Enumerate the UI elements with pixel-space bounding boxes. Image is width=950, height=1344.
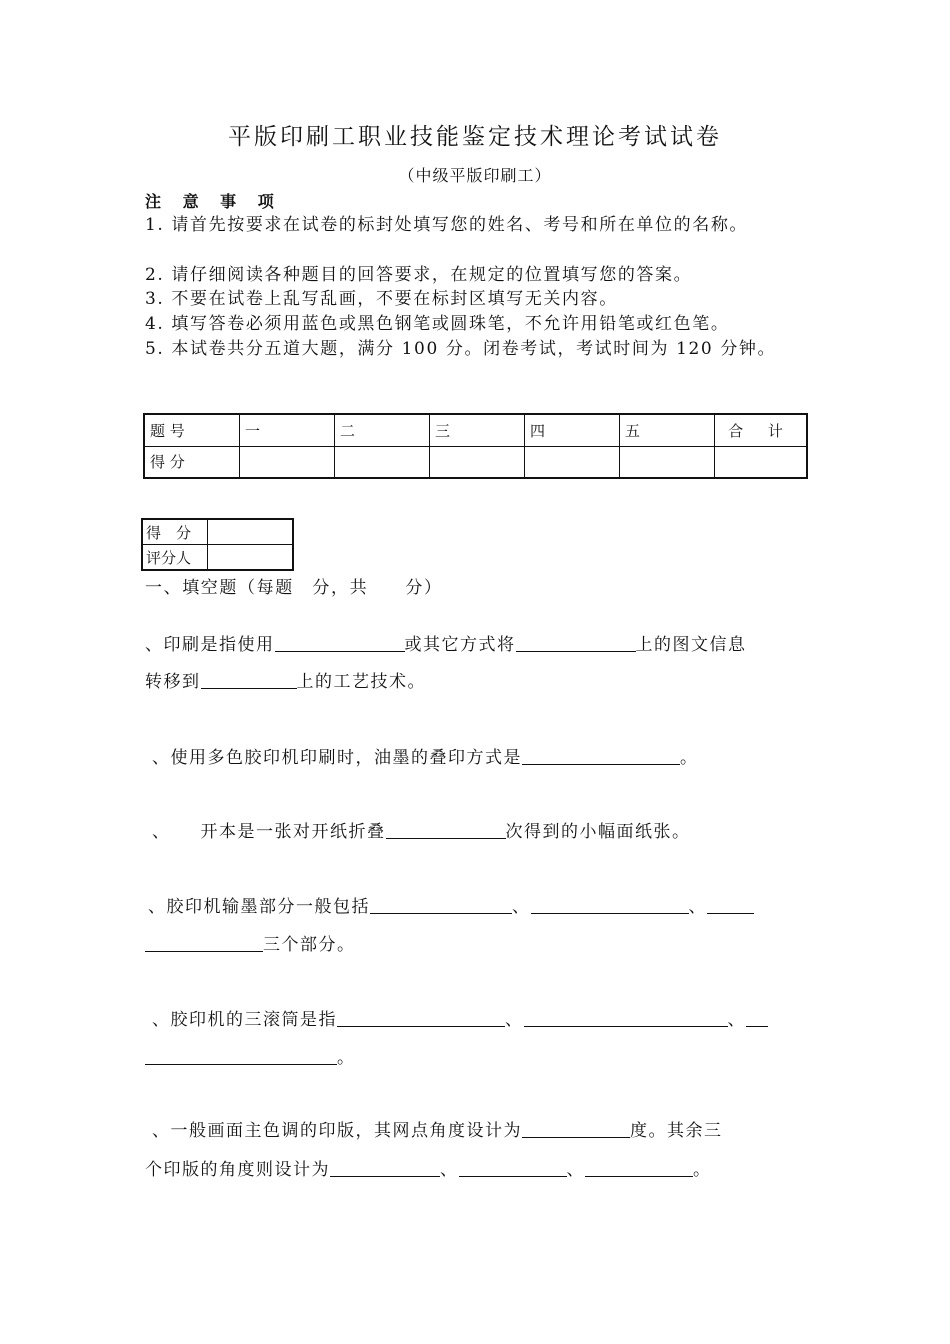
score-label: 得 分 — [144, 446, 240, 478]
column-header: 三 — [430, 414, 525, 446]
answer-blank[interactable] — [524, 1010, 728, 1027]
answer-blank[interactable] — [531, 897, 689, 914]
question-text: 上的图文信息 — [635, 635, 747, 655]
question-text: 、胶印机输墨部分一般包括 — [148, 897, 370, 917]
answer-blank[interactable] — [201, 672, 297, 689]
column-header: 二 — [335, 414, 430, 446]
question-text: 度。其余三 — [630, 1121, 723, 1141]
answer-blank[interactable] — [337, 1010, 505, 1027]
question-text: 、 — [505, 1010, 524, 1030]
question-text: 。 — [680, 748, 699, 768]
answer-blank[interactable] — [746, 1010, 768, 1027]
question-text: 、胶印机的三滚筒是指 — [152, 1010, 337, 1030]
question-number-label: 题 号 — [144, 414, 240, 446]
question-6-line-1 — [152, 1116, 723, 1141]
answer-blank[interactable] — [707, 897, 754, 914]
note-item-1: 1. 请首先按要求在试卷的标封处填写您的姓名、考号和所在单位的名称。 — [145, 215, 749, 235]
question-text: 次得到的小幅面纸张。 — [505, 822, 691, 842]
question-text: 、 — [566, 1160, 585, 1180]
grader-score-cell[interactable] — [208, 519, 294, 545]
answer-blank-continued[interactable] — [145, 1048, 337, 1065]
question-text: 、 — [512, 897, 531, 917]
question-4-line-1 — [148, 892, 754, 917]
question-text: 、 — [727, 1010, 746, 1030]
question-text: 上的工艺技术。 — [296, 672, 426, 692]
notes-heading: 注 意 事 项 — [145, 192, 282, 211]
column-header: 五 — [620, 414, 715, 446]
column-header: 一 — [240, 414, 335, 446]
question-text: 、 — [688, 897, 707, 917]
answer-blank[interactable] — [275, 635, 405, 652]
grader-name-cell[interactable] — [208, 545, 294, 571]
score-cell[interactable] — [525, 446, 620, 478]
question-1-line-2 — [145, 667, 426, 692]
question-text: 开本是一张对开纸折叠 — [200, 822, 386, 842]
score-cell[interactable] — [620, 446, 715, 478]
question-4-line-2 — [145, 930, 356, 955]
score-cell[interactable] — [335, 446, 430, 478]
question-5-line-2 — [145, 1043, 356, 1068]
answer-blank[interactable] — [386, 822, 506, 839]
question-text: 转移到 — [145, 672, 201, 692]
question-6-line-2 — [145, 1155, 712, 1180]
question-text: 。 — [337, 1048, 356, 1068]
grader-name-label: 评分人 — [142, 545, 208, 571]
page-title: 平版印刷工职业技能鉴定技术理论考试试卷 — [228, 124, 722, 150]
answer-blank[interactable] — [459, 1160, 567, 1177]
answer-blank[interactable] — [330, 1160, 440, 1177]
note-item-2: 2. 请仔细阅读各种题目的回答要求，在规定的位置填写您的答案。 — [145, 265, 693, 285]
question-5-line-1 — [152, 1005, 768, 1030]
answer-blank[interactable] — [585, 1160, 693, 1177]
column-header: 四 — [525, 414, 620, 446]
question-text: 。 — [693, 1160, 712, 1180]
answer-blank[interactable] — [370, 897, 512, 914]
question-3-line-1 — [152, 817, 691, 842]
question-2-line-1 — [152, 743, 699, 768]
note-item-4: 4. 填写答卷必须用蓝色或黑色钢笔或圆珠笔，不允许用铅笔或红色笔。 — [145, 314, 730, 334]
question-text: 个印版的角度则设计为 — [145, 1160, 330, 1180]
question-text: 或其它方式将 — [404, 635, 516, 655]
page-subtitle: （中级平版印刷工） — [398, 166, 552, 185]
answer-blank[interactable] — [522, 748, 680, 765]
score-table-header-row — [144, 414, 807, 446]
score-cell[interactable] — [430, 446, 525, 478]
score-table-score-row — [144, 446, 807, 478]
question-text: 、使用多色胶印机印刷时，油墨的叠印方式是 — [152, 748, 522, 768]
note-item-5: 5. 本试卷共分五道大题，满分 100 分。闭卷考试，考试时间为 120 分钟。 — [145, 339, 777, 359]
total-score-cell[interactable] — [715, 446, 808, 478]
question-text: 三个部分。 — [263, 935, 356, 955]
note-item-3: 3. 不要在试卷上乱写乱画，不要在标封区填写无关内容。 — [145, 289, 618, 309]
question-text: 、一般画面主色调的印版，其网点角度设计为 — [152, 1121, 522, 1141]
answer-blank[interactable] — [522, 1121, 630, 1138]
question-text: 、印刷是指使用 — [145, 635, 275, 655]
score-cell[interactable] — [240, 446, 335, 478]
grader-table — [141, 518, 294, 571]
answer-blank-continued[interactable] — [145, 935, 263, 952]
answer-blank[interactable] — [516, 635, 636, 652]
question-text: 、 — [152, 822, 171, 842]
question-text: 、 — [440, 1160, 459, 1180]
question-1-line-1 — [145, 630, 747, 655]
score-table — [143, 413, 808, 479]
total-header: 合 计 — [715, 414, 808, 446]
section-heading: 一、填空题（每题 分，共 分） — [145, 578, 443, 598]
grader-score-label: 得 分 — [142, 519, 208, 545]
